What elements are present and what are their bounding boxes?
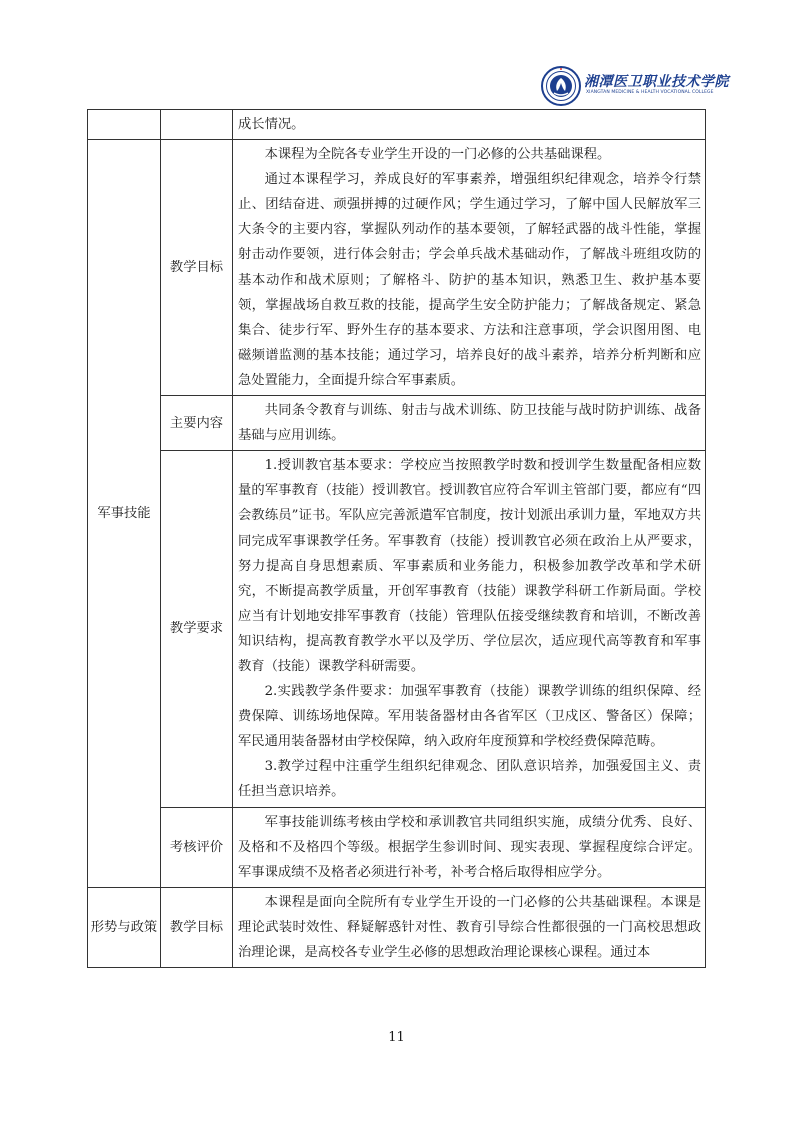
assessment-cell [233,807,706,887]
content-cell [233,396,706,451]
paragraph: 本课程是面向全院所有专业学生开设的一门必修的公共基础课程。本课是理论武装时效性、释疑解惑针对性、教育引导综合性都很强的一门高校思想政治理论课，是高校各专业学生必修的思想政治理论课核心课程。通过本 [238,894,701,960]
empty-cell [88,110,161,140]
table-row [88,110,706,140]
paragraph: 2.实践教学条件要求：加强军事教育（技能）课教学训练的组织保障、经费保障、训练场地保障。军用装备器材由各省军区（卫戍区、警备区）保障；军民通用装备器材由学校保障，纳入政府年度预算和学校经费保障范畴。 [238,684,701,750]
table-row [88,451,706,807]
table-row [88,887,706,967]
college-english-name: XIANGTAN MEDICINE & HEALTH VOCATIONAL COLLEGE [586,90,714,95]
continuation-cell [233,110,706,140]
row-label-goals: 教学目标 [161,887,233,967]
row-label-content: 主要内容 [161,396,233,451]
college-name: 湘潭医卫职业技术学院 [584,74,729,90]
category-cell-military: 军事技能 [88,140,161,888]
college-logo [541,66,727,106]
curriculum-table [87,109,706,968]
paragraph: 本课程为全院各专业学生开设的一门必修的公共基础课程。 [264,147,611,163]
paragraph: 军事技能训练考核由学校和承训教官共同组织实施，成绩分优秀、良好、及格和不及格四个等级。根据学生参训时间、现实表现、掌握程度综合评定。军事课成绩不及格者必须进行补考，补考合格后取得相应学分。 [238,814,701,880]
paragraph: 通过本课程学习，养成良好的军事素养，增强组织纪律观念，培养令行禁止、团结奋进、顽强拼搏的过硬作风；学生通过学习，了解中国人民解放军三大条令的主要内容，掌握队列动作的基本要领，了解轻武器的战斗性能，掌握射击动作要领，进行体会射击；学会单兵战术基础动作，了解战斗班组攻防的基本动作和战术原则；了解格斗、防护的基本知识，熟悉卫生、救护基本要领，掌握战场自救互救的技能，提高学生安全防护能力；了解战备规定、紧急集合、徒步行军、野外生存的基本要求、方法和注意事项，学会识图用图、电磁频谱监测的基本技能；通过学习，培养良好的战斗素养，培养分析判断和应急处置能力，全面提升综合军事素质。 [238,172,701,388]
table-row [88,140,706,396]
table-row [88,396,706,451]
paragraph: 3.教学过程中注重学生组织纪律观念、团队意识培养，加强爱国主义、责任担当意识培养。 [238,759,701,800]
page-number: 11 [388,1030,405,1045]
row-label-goals: 教学目标 [161,140,233,396]
paragraph: 1.授训教官基本要求：学校应当按照教学时数和授训学生数量配备相应数量的军事教育（技能）授训教官。授训教官应符合军训主管部门要，都应有“四会教练员”证书。军队应完善派遣军官制度，按计划派出承训力量，军地双方共同完成军事课教学任务。军事教育（技能）授训教官必须在政治上从严要求，努力提高自身思想素质、军事素质和业务能力，积极参加教学改革和学术研究，不断提高教学质量，开创军事教育（技能）课教学科研工作新局面。学校应当有计划地安排军事教育（技能）管理队伍接受继续教育和培训，不断改善知识结构，提高教育教学水平以及学历、学位层次，适应现代高等教育和军事教育（技能）课教学科研需要。 [238,458,701,674]
college-seal-icon [541,66,581,106]
category-cell-policy: 形势与政策 [88,887,161,967]
requirements-cell [233,451,706,807]
table-row [88,807,706,887]
goals-cell [233,887,706,967]
goals-cell [233,140,706,396]
continuation-text: 成长情况。 [238,117,305,132]
row-label-requirements: 教学要求 [161,451,233,807]
empty-cell [161,110,233,140]
paragraph: 共同条令教育与训练、射击与战术训练、防卫技能与战时防护训练、战备基础与应用训练。 [238,403,701,444]
row-label-assessment: 考核评价 [161,807,233,887]
